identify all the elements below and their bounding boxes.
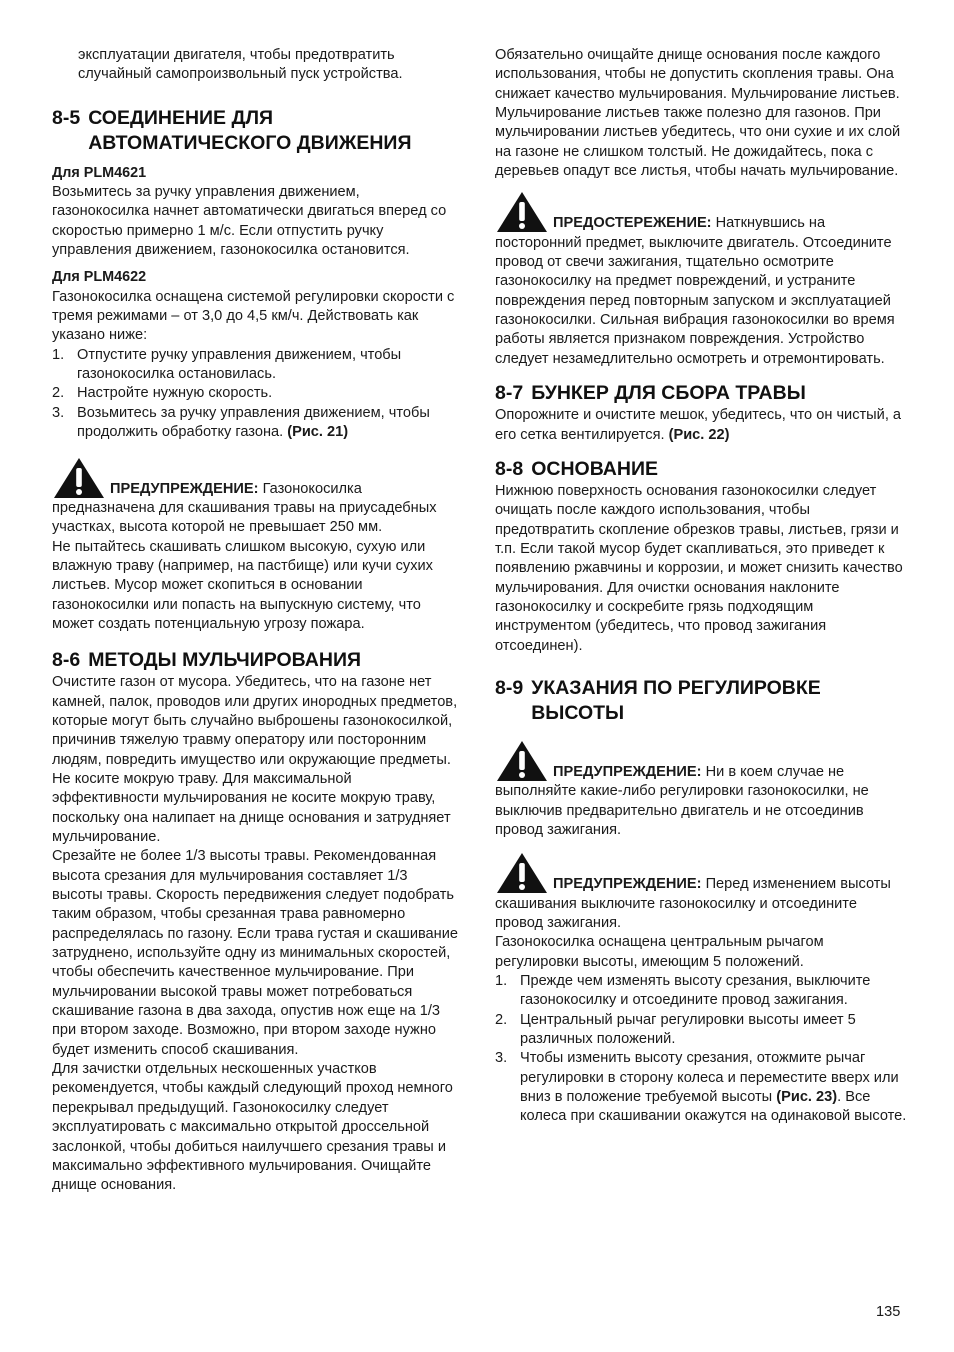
paragraph: Для зачистки отдельных нескошенных участков рекомендуется, чтобы каждый следующий проход немного перекрывал предыдущий. Газонокосилку следует эксплуатировать с максимально открытой дроссельной заслонкой, чтобы добиться наилучшего срезания травы и максимально эффективного мульчирования. Очищайте днище основания.	[52, 1061, 453, 1194]
figure-ref: (Рис. 21)	[287, 424, 349, 441]
warning-block	[495, 740, 907, 782]
warning-text: ПРЕДУПРЕЖДЕНИЕ: Перед изменением высоты скашивания выключите газонокосилку и отсоедините провод зажигания.	[495, 876, 891, 931]
section-number: 8-5	[52, 106, 81, 129]
steps-list	[495, 972, 907, 1127]
caution-block	[495, 191, 907, 233]
intro-text: Обязательно очищайте днище основания после каждого использования, чтобы не допустить скопления травы. Она снижает качество мульчирования. Мульчирование листьев. Мульчирование листьев также полезно для газонов. При мульчировании листьев убедитесь, что они сухие и их слой на газоне не слишком толстый. Не дожидайтесь, пока с деревьев опадут все листья, чтобы начать мульчирование.	[495, 47, 901, 180]
paragraph: Газонокосилка оснащена системой регулировки скорости с тремя режимами – от 3,0 до 4,5 км/ч. Действовать как указано ниже:	[52, 288, 455, 344]
left-column	[52, 46, 460, 1196]
section-8-7-heading	[495, 381, 907, 406]
page-number: 135	[876, 1304, 901, 1320]
section-title: БУНКЕР ДЛЯ СБОРА ТРАВЫ	[531, 382, 806, 405]
warning-block	[52, 457, 460, 499]
warning-triangle-icon	[495, 191, 549, 233]
paragraph: Опорожните и очистите мешок, убедитесь, что он чистый, а его сетка вентилируется. (Рис. 22)	[495, 407, 902, 443]
list-item: 2. Настройте нужную скорость.	[52, 385, 273, 402]
warning-text: ПРЕДУПРЕЖДЕНИЕ: Ни в коем случае не выполняйте какие-либо регулировки газонокосилки, не выключив предварительно двигатель и не отсоединив провод зажигания.	[495, 763, 869, 838]
caution-text: ПРЕДОСТЕРЕЖЕНИЕ: Наткнувшись на посторонний предмет, выключите двигатель. Отсоедините провод от свечи зажигания, тщательно осмотрите газонокосилку на предмет повреждений, и устраните повреждения перед повторным запуском и эксплуатацией газонокосилки. Сильная вибрация газонокосилки во время работы является признаком повреждения. Устройство следует незамедлительно осмотреть и отремонтировать.	[495, 215, 895, 367]
warning-triangle-icon	[495, 740, 549, 782]
list-item: 2. Центральный рычаг регулировки высоты имеет 5 различных положений.	[495, 1011, 856, 1048]
warning-label-inline: ПРЕДУПРЕЖДЕНИЕ:	[553, 876, 702, 893]
paragraph: Газонокосилка оснащена центральным рычагом регулировки высоты, имеющим 5 положений.	[495, 934, 824, 970]
list-item: 1. Отпустите ручку управления движением, чтобы газонокосилка остановилась.	[52, 346, 402, 383]
warning-label-inline: ПРЕДУПРЕЖДЕНИЕ:	[553, 763, 702, 780]
paragraph: Возьмитесь за ручку управления движением, газонокосилка начнет автоматически двигаться вперед со скоростью примерно 1 м/с. Если отпустить ручку управления движением, газонокосилка остановится.	[52, 184, 447, 259]
section-number: 8-6	[52, 649, 81, 672]
section-8-9-heading	[495, 676, 907, 726]
figure-ref: (Рис. 23)	[776, 1089, 838, 1106]
section-8-5-heading	[52, 106, 460, 156]
paragraph: Очистите газон от мусора. Убедитесь, что на газоне нет камней, палок, проводов или других инородных предметов, которые могут быть случайно выброшены газонокосилкой, причинив тяжелую травму оператору или посторонним людям, повредить имущество или окружающие предметы. Не косите мокрую траву. Для максимальной эффективности мульчирования не косите мокрую траву, поскольку она налипает на днище основания и затрудняет мульчирование.	[52, 674, 458, 845]
paragraph: Нижнюю поверхность основания газонокосилки следует очищать после каждого использования, чтобы предотвратить скопление обрезков травы, листьев, грязи и т.п. Если такой мусор будет скапливаться, это приведет к появлению ржавчины и коррозии, и может снизить качество мульчирования. Для очистки основания наклоните газонокосилку и соскребите грязь подходящим инструментом (убедитесь, что провод зажигания отсоединен).	[495, 482, 903, 654]
warning-triangle-icon	[495, 852, 549, 894]
section-number: 8-9	[495, 676, 524, 699]
section-number: 8-8	[495, 457, 524, 480]
list-item: 3. Возьмитесь за ручку управления движением, чтобы продолжить обработку газона. (Рис. 21)	[52, 404, 430, 441]
figure-ref: (Рис. 22)	[668, 426, 730, 443]
steps-list	[52, 346, 460, 443]
warning-triangle-icon	[52, 457, 106, 499]
section-title: ОСНОВАНИЕ	[531, 457, 658, 480]
section-8-6-heading	[52, 648, 460, 673]
list-item: 3. Чтобы изменить высоту срезания, отожмите рычаг регулировки в сторону колеса и переместите вверх или вниз в положение требуемой высоты (Рис. 23). Все колеса при скашивании окажутся на одинаковой высоте.	[495, 1050, 907, 1125]
warning-text-body: ПРЕДУПРЕЖДЕНИЕ: Газонокосилка предназначена для скашивания травы на приусадебных участках, высота которой не превышает 250 мм.	[52, 480, 437, 536]
intro-text: эксплуатации двигателя, чтобы предотвратить случайный самопроизвольный пуск устройства.	[78, 47, 403, 83]
model-subheading-plm4621: Для PLM4621	[52, 164, 147, 181]
section-8-8-heading	[495, 457, 907, 482]
warning-label-inline: ПРЕДУПРЕЖДЕНИЕ:	[110, 480, 259, 497]
section-title: МЕТОДЫ МУЛЬЧИРОВАНИЯ	[88, 649, 361, 672]
section-title: УКАЗАНИЯ ПО РЕГУЛИРОВКЕ ВЫСОТЫ	[531, 676, 821, 724]
warning-text-continued: Не пытайтесь скашивать слишком высокую, сухую или влажную траву (например, на пастбище) или кучи сухих листьев. Мусор может скопиться в основании газонокосилки или попасть на выпускную систему, что может создать потенциальную угрозу пожара.	[52, 538, 433, 632]
warning-block	[495, 852, 907, 894]
section-title: СОЕДИНЕНИЕ ДЛЯ АВТОМАТИЧЕСКОГО ДВИЖЕНИЯ	[88, 106, 412, 154]
right-column	[495, 46, 907, 1127]
section-number: 8-7	[495, 382, 524, 405]
warning-label-inline: ПРЕДОСТЕРЕЖЕНИЕ:	[553, 215, 712, 232]
list-item: 1. Прежде чем изменять высоту срезания, выключите газонокосилку и отсоедините провод зажигания.	[495, 973, 871, 1009]
paragraph: Срезайте не более 1/3 высоты травы. Рекомендованная высота срезания для мульчирования составляет 1/3 высоты травы. Скорость передвижения следует подобрать таким образом, чтобы срезанная трава равномерно распределялась по газону. Если трава густая и скашивание затруднено, используйте одну из минимальных скоростей, чтобы обеспечить качественное мульчирование. При мульчировании высокой травы может потребоваться скашивание газона в два захода, опустив нож еще на 1/3 при втором заходе. Возможно, при втором заходе нужно будет изменить способ скашивания.	[52, 848, 459, 1058]
model-subheading-plm4622: Для PLM4622	[52, 269, 147, 286]
